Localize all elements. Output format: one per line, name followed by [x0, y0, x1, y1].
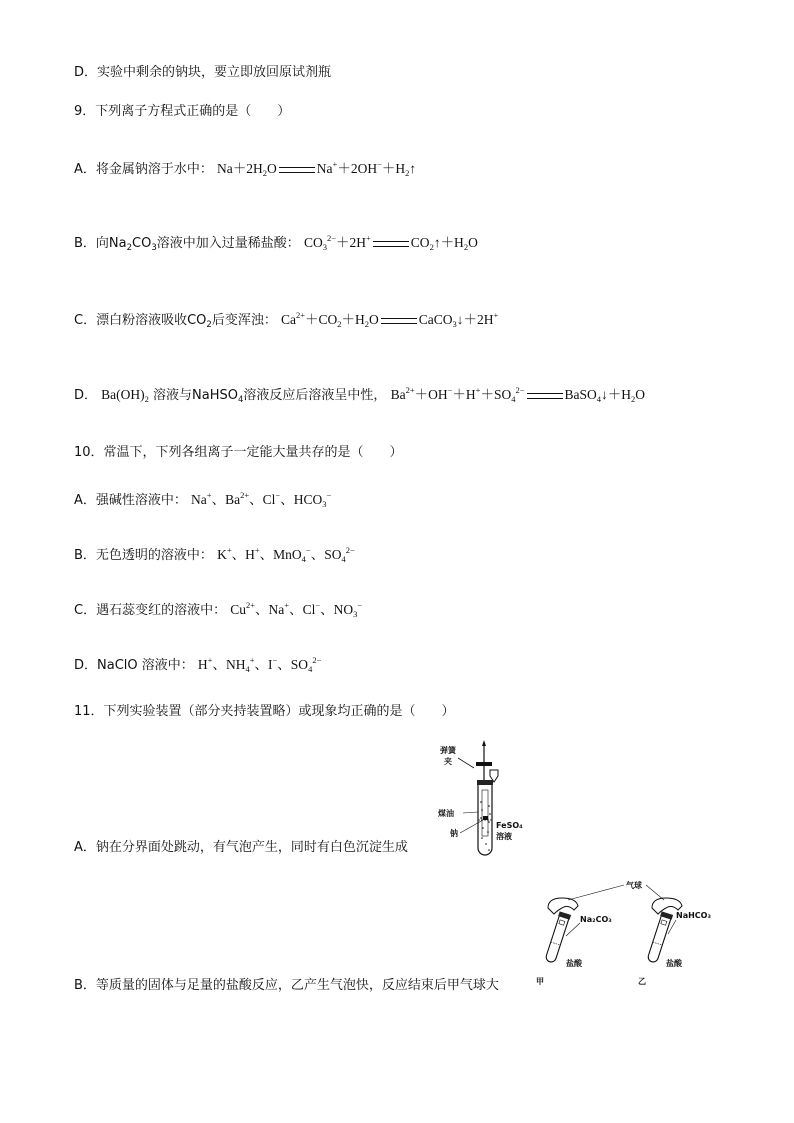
q9-option-b-label: B．向$Na_2CO_3$溶液中加入过量稀盐酸：: [74, 236, 300, 253]
q10-option-c-ions: $Cu^{2+}$、Na+、Cl−、$NO_3^-$: [230, 600, 363, 619]
q9-option-d-reactant: $Ba(OH)_2$: [101, 387, 149, 404]
q9-option-c: [74, 311, 498, 330]
q10-option-b: [74, 546, 355, 565]
q10-option-c: [74, 601, 362, 620]
fig-a-solution-formula: FeSO₄: [496, 821, 523, 830]
fig-a-sodium-label: 钠: [450, 829, 458, 838]
q10-option-b-ions: K+、H+、MnO$_4$−、$SO_4^{2-}$: [217, 545, 355, 564]
q10-option-a-label: A．强碱性溶液中：: [74, 493, 187, 508]
fig-b-left-tube-label: 甲: [536, 977, 544, 986]
q9-option-c-equation: $Ca^{2+}+CO_2+H_2O$ CaCO$_3$↓＋2H+: [280, 310, 499, 329]
fig-b-right-tube-label: 乙: [638, 977, 646, 986]
q11-option-b: B．等质量的固体与足量的盐酸反应，乙产生气泡快，反应结束后甲气球大: [74, 978, 499, 993]
q9-option-d-label2: 溶液与NaHSO$_4$溶液反应后溶液呈中性，: [153, 388, 387, 405]
fig-a-kerosene-label: 煤油: [438, 809, 454, 818]
q9-option-d-label: D．: [74, 388, 98, 403]
q9-option-b: [74, 234, 478, 253]
q9-option-a-label: A．将金属钠溶于水中：: [74, 162, 213, 177]
q9-option-b-equation: $CO_3^{2-}+2H^+$ $CO_2↑+H_2O$: [303, 233, 478, 252]
q10-option-b-label: B．无色透明的溶液中：: [74, 548, 213, 563]
fig-b-left-acid-label: 盐酸: [566, 959, 582, 968]
fig-b-right-acid-label: 盐酸: [666, 959, 682, 968]
q10-option-d-ions: H+、$NH_4^+$、I−、$SO_4^{2-}$: [197, 655, 322, 674]
q10-option-c-label: C．遇石蕊变红的溶液中：: [74, 603, 227, 618]
q9-option-a-equation: $Na+2H_2O$ $Na^++2OH^-+H_2↑$: [217, 159, 417, 178]
fig-b-balloon-label: 气球: [626, 881, 642, 890]
fig-b-left-solid-label: Na₂CO₃: [580, 915, 612, 924]
q9-option-d: [74, 386, 645, 405]
q8-option-d: D．实验中剩余的钠块，要立即放回原试剂瓶: [74, 65, 332, 80]
q10-option-d: [74, 656, 321, 675]
q10-option-a: [74, 491, 331, 510]
q9-option-d-equation: $Ba^{2+}+OH^-+H^++SO_4^{2-}$ $BaSO_4↓+H_2O$: [390, 385, 646, 404]
q10-option-d-label: D．NaClO 溶液中：: [74, 658, 194, 673]
q11-option-a: A．钠在分界面处跳动，有气泡产生，同时有白色沉淀生成: [74, 840, 408, 855]
fig-a-clamp-label2: 夹: [444, 757, 452, 766]
q9-stem: 9．下列离子方程式正确的是（ ）: [74, 104, 291, 119]
q9-option-a: [74, 160, 416, 179]
fig-a-clamp-label: 弹簧: [440, 746, 456, 755]
figure-a-sodium-tube: [436, 740, 536, 860]
figure-b-balloon-tubes: [534, 876, 724, 988]
fig-b-right-solid-label: NaHCO₃: [676, 911, 711, 920]
q10-option-a-ions: Na+、$Ba^{2+}$、Cl−、$HCO_3^-$: [191, 490, 332, 509]
q11-stem: 11．下列实验装置（部分夹持装置略）或现象均正确的是（ ）: [74, 704, 455, 719]
q10-stem: 10．常温下，下列各组离子一定能大量共存的是（ ）: [74, 445, 403, 460]
fig-a-solution-label: 溶液: [496, 832, 512, 841]
q9-option-c-label: C．漂白粉溶液吸收$CO_2$后变浑浊：: [74, 313, 277, 330]
